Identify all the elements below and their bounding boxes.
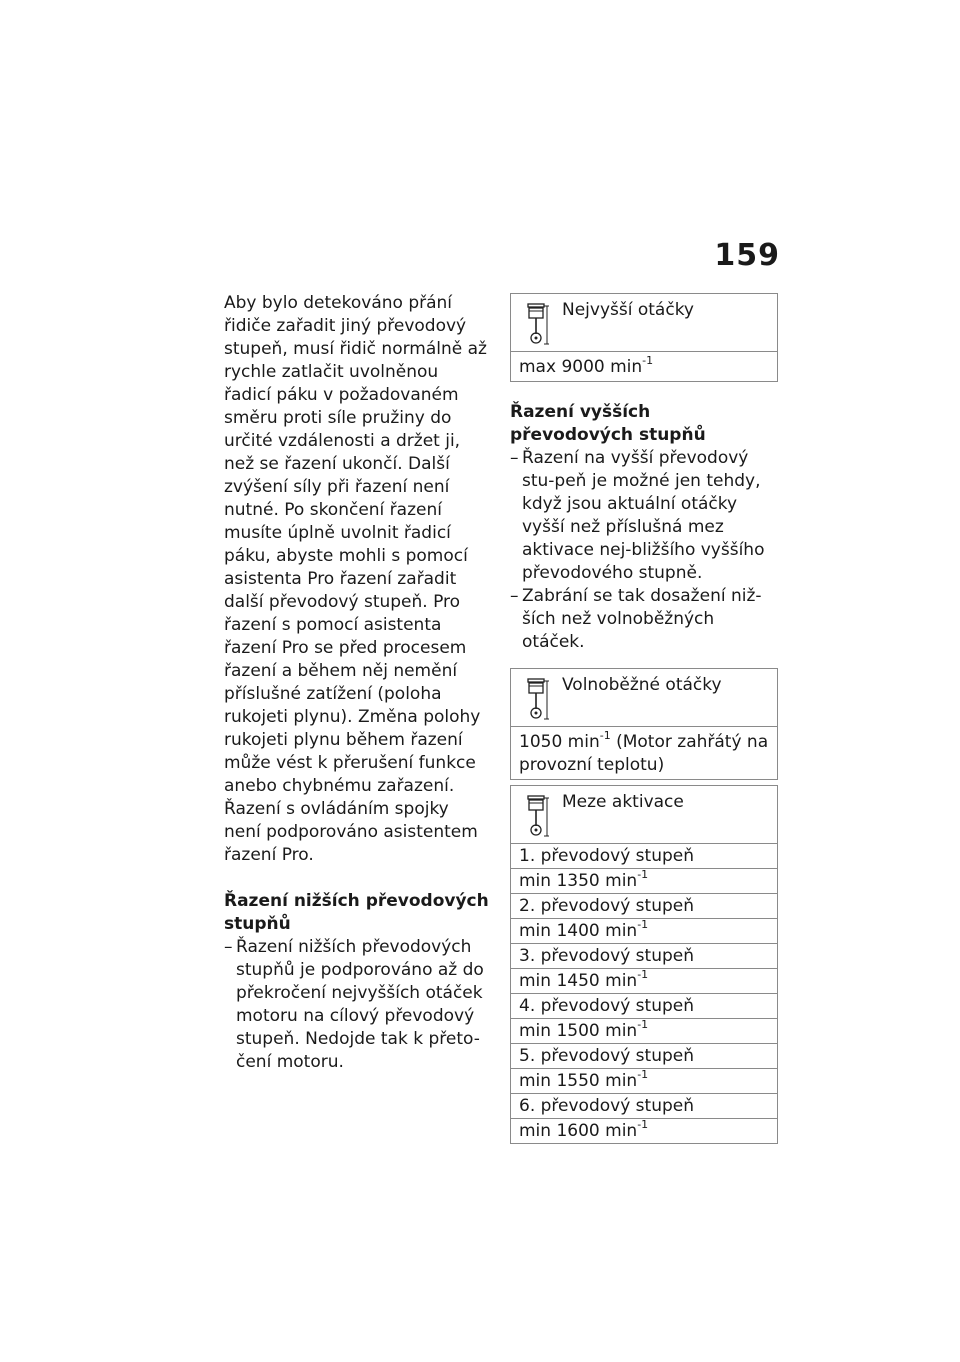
idle-rpm-value: 1050 min bbox=[519, 732, 600, 752]
exponent: -1 bbox=[637, 1118, 649, 1132]
spacer bbox=[510, 654, 778, 668]
exponent: -1 bbox=[637, 1018, 649, 1032]
spacer bbox=[224, 867, 490, 890]
list-item: – Řazení nižších převodových stupňů je podporováno až do překročení nejvyšších otáček motoru na cílový převodový stupeň. Nedojde tak k přeto-čení motoru. bbox=[224, 936, 490, 1074]
intro-paragraph: Aby bylo detekováno přání řidiče zařadit jiný převodový stupeň, musí řidič normálně až rychle zatlačit uvolněnou řadicí páku v požadovaném směru proti síle pružiny do určité vzdálenosti a držet ji, než se řazení ukončí. Další zvýšení síly při řazení není nutné. Po skončení řazení musíte úplně uvolnit řadicí páku, abyste mohli s pomocí asistenta Pro řazení zařadit další převodový stupeň. Pro řazení s pomocí asistenta řazení Pro se před procesem řazení a během něj nemění příslušné zatížení (poloha rukojeti plynu). Změna polohy rukojeti plynu během řazení může vést k přerušení funkce anebo chybnému zařazení. Řazení s ovládáním spojky není podporováno asistentem řazení Pro. bbox=[224, 293, 487, 865]
rpm-row bbox=[511, 919, 777, 944]
list-item: – Zabrání se tak dosažení niž-ších než volnoběžných otáček. bbox=[510, 585, 778, 654]
rpm-value: min 1450 min bbox=[519, 971, 638, 991]
box-value-row bbox=[511, 727, 777, 779]
rpm-value: min 1600 min bbox=[519, 1121, 638, 1141]
rpm-row bbox=[511, 869, 777, 894]
heading-downshift: Řazení nižších převodových stupňů bbox=[224, 891, 489, 934]
rpm-value: min 1350 min bbox=[519, 871, 638, 891]
engine-piston-icon bbox=[525, 794, 549, 838]
exponent: -1 bbox=[637, 1068, 649, 1082]
idle-rpm-note: (Motor zahřátý na provozní teplotu) bbox=[519, 732, 769, 775]
box-header bbox=[511, 294, 777, 352]
gear-label: 1. převodový stupeň bbox=[519, 846, 694, 866]
idle-rpm-box bbox=[510, 668, 778, 780]
box-header bbox=[511, 786, 777, 844]
box-header bbox=[511, 669, 777, 727]
gear-row bbox=[511, 844, 777, 869]
gear-label: 5. převodový stupeň bbox=[519, 1046, 694, 1066]
exponent: -1 bbox=[637, 968, 649, 982]
box-title: Meze aktivace bbox=[562, 792, 684, 812]
page-number: 159 bbox=[714, 238, 780, 273]
downshift-list bbox=[224, 936, 490, 1074]
rpm-row bbox=[511, 1069, 777, 1094]
exponent: -1 bbox=[637, 918, 649, 932]
upshift-list bbox=[510, 447, 778, 654]
box-title: Nejvyšší otáčky bbox=[562, 300, 694, 320]
right-column bbox=[510, 293, 778, 1144]
box-value-row bbox=[511, 352, 777, 381]
activation-limits-box bbox=[510, 785, 778, 1144]
max-rpm-value: max 9000 min bbox=[519, 357, 643, 377]
gear-row bbox=[511, 894, 777, 919]
gear-row bbox=[511, 994, 777, 1019]
gear-row bbox=[511, 1094, 777, 1119]
rpm-row bbox=[511, 969, 777, 994]
gear-label: 6. převodový stupeň bbox=[519, 1096, 694, 1116]
max-rpm-box bbox=[510, 293, 778, 382]
gear-label: 2. převodový stupeň bbox=[519, 896, 694, 916]
left-column bbox=[224, 292, 490, 1074]
engine-piston-icon bbox=[525, 677, 549, 721]
rpm-value: min 1500 min bbox=[519, 1021, 638, 1041]
box-title: Volnoběžné otáčky bbox=[562, 675, 722, 695]
rpm-row bbox=[511, 1019, 777, 1044]
rpm-value: min 1400 min bbox=[519, 921, 638, 941]
list-item: – Řazení na vyšší převodový stu-peň je možné jen tehdy, když jsou aktuální otáčky vyšší než příslušná mez aktivace nej-bližšího vyššího převodového stupně. bbox=[510, 447, 778, 585]
rpm-value: min 1550 min bbox=[519, 1071, 638, 1091]
gear-label: 4. převodový stupeň bbox=[519, 996, 694, 1016]
exponent: -1 bbox=[599, 729, 611, 743]
engine-piston-icon bbox=[525, 302, 549, 346]
gear-row bbox=[511, 944, 777, 969]
spacer bbox=[510, 382, 778, 401]
gear-label: 3. převodový stupeň bbox=[519, 946, 694, 966]
gear-row bbox=[511, 1044, 777, 1069]
heading-upshift: Řazení vyšších převodových stupňů bbox=[510, 402, 706, 445]
rpm-row bbox=[511, 1119, 777, 1143]
exponent: -1 bbox=[642, 354, 654, 368]
exponent: -1 bbox=[637, 868, 649, 882]
